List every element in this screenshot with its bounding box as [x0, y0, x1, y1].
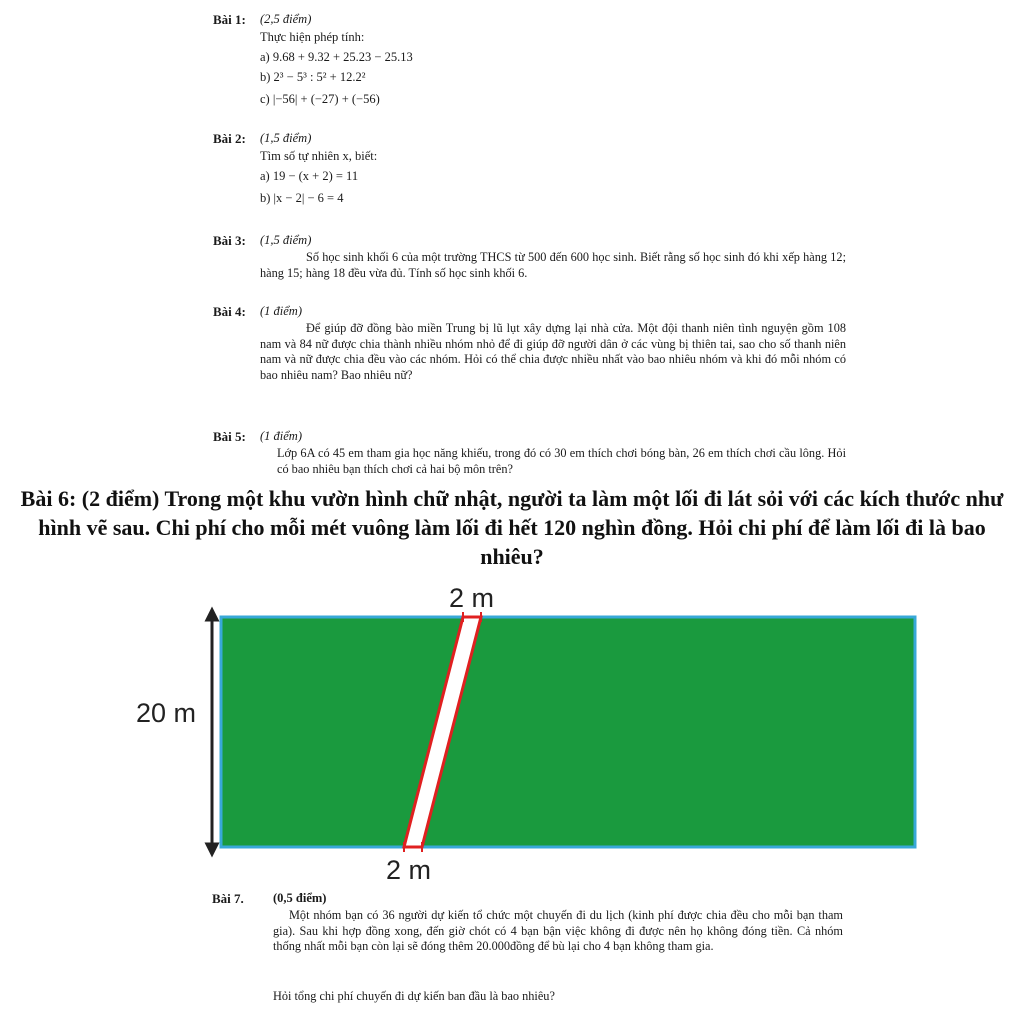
- bai1-item-a: a) 9.68 + 9.32 + 25.23 − 25.13: [260, 50, 413, 64]
- bai1-item-c: c) |−56| + (−27) + (−56): [260, 92, 380, 106]
- bai2-content: [260, 148, 377, 206]
- bai1-content: [260, 29, 413, 107]
- bai3-points: (1,5 điểm): [260, 233, 312, 247]
- bai2-item-b: b) |x − 2| − 6 = 4: [260, 191, 344, 205]
- bai7-label: Bài 7.: [212, 891, 244, 906]
- bai4-points: (1 điểm): [260, 304, 302, 318]
- bai7-points: (0,5 điểm): [273, 891, 327, 905]
- bai1-intro: Thực hiện phép tính:: [260, 30, 365, 44]
- garden-rectangle: [221, 617, 915, 847]
- bai6-statement: Bài 6: (2 điểm) Trong một khu vườn hình chữ nhật, người ta làm một lối đi lát sỏi với các kích thước như hình vẽ sau. Chi phí cho mỗi mét vuông làm lối đi hết 120 nghìn đồng. Hỏi chi phí để làm lối đi là bao nhiêu?: [20, 486, 1004, 569]
- top-width-label: 2 m: [449, 583, 495, 613]
- bai1-item-b: b) 2³ − 5³ : 5² + 12.2²: [260, 70, 366, 84]
- height-label: 20 m: [136, 698, 197, 728]
- bai2-item-a: a) 19 − (x + 2) = 11: [260, 169, 359, 183]
- bai4-text-content: Để giúp đỡ đồng bào miền Trung bị lũ lụt xây dựng lại nhà cửa. Một đội thanh niên tình nguyện gồm 108 nam và 84 nữ được chia thành nhiều nhóm nhỏ để đi giúp đỡ người dân ở các vùng bị thiên tai, sao cho số thanh niên nam và nữ được chia đều vào các nhóm. Hỏi có thể chia được nhiều nhất vào bao nhiêu nhóm và khi đó mỗi nhóm có bao nhiêu nam? Bao nhiêu nữ?: [260, 321, 846, 382]
- gravel-path: [404, 617, 481, 847]
- bai1-label: Bài 1:: [213, 12, 246, 27]
- bai5-points: (1 điểm): [260, 429, 302, 443]
- bai2-points: (1,5 điểm): [260, 131, 312, 145]
- bai1-points: (2,5 điểm): [260, 12, 312, 26]
- bai3-label: Bài 3:: [213, 233, 246, 248]
- bai5-text: Lớp 6A có 45 em tham gia học năng khiếu, trong đó có 30 em thích chơi bóng bàn, 26 em thích chơi cầu lông. Hỏi có bao nhiêu bạn thích chơi cả hai bộ môn trên?: [277, 446, 846, 476]
- bai2-intro: Tìm số tự nhiên x, biết:: [260, 149, 378, 163]
- bai5-label: Bài 5:: [213, 429, 246, 444]
- bai7-text-content: Một nhóm bạn có 36 người dự kiến tổ chức một chuyến đi du lịch (kinh phí được chia đều cho mỗi bạn tham gia). Sau khi hợp đồng xong, đến giờ chót có 4 bạn bận việc không đi được nên họ không đóng tiền. Cả nhóm thống nhất mỗi bạn còn lại sẽ đóng thêm 20.000đồng để bù lại cho 4 bạn không tham gia.: [273, 908, 843, 953]
- bai3-text-content: Số học sinh khối 6 của một trường THCS từ 500 đến 600 học sinh. Biết rằng số học sinh đó khi xếp hàng 12; hàng 15; hàng 18 đều vừa đủ. Tính số học sinh khối 6.: [260, 250, 846, 280]
- bai4-text: [260, 321, 846, 383]
- bai2-label: Bài 2:: [213, 131, 246, 146]
- bai7-question: Hỏi tổng chi phí chuyến đi dự kiến ban đầu là bao nhiêu?: [273, 989, 555, 1003]
- bai7-text: [273, 908, 843, 955]
- bai3-text: [260, 250, 846, 281]
- bottom-width-label: 2 m: [386, 855, 432, 885]
- bai4-label: Bài 4:: [213, 304, 246, 319]
